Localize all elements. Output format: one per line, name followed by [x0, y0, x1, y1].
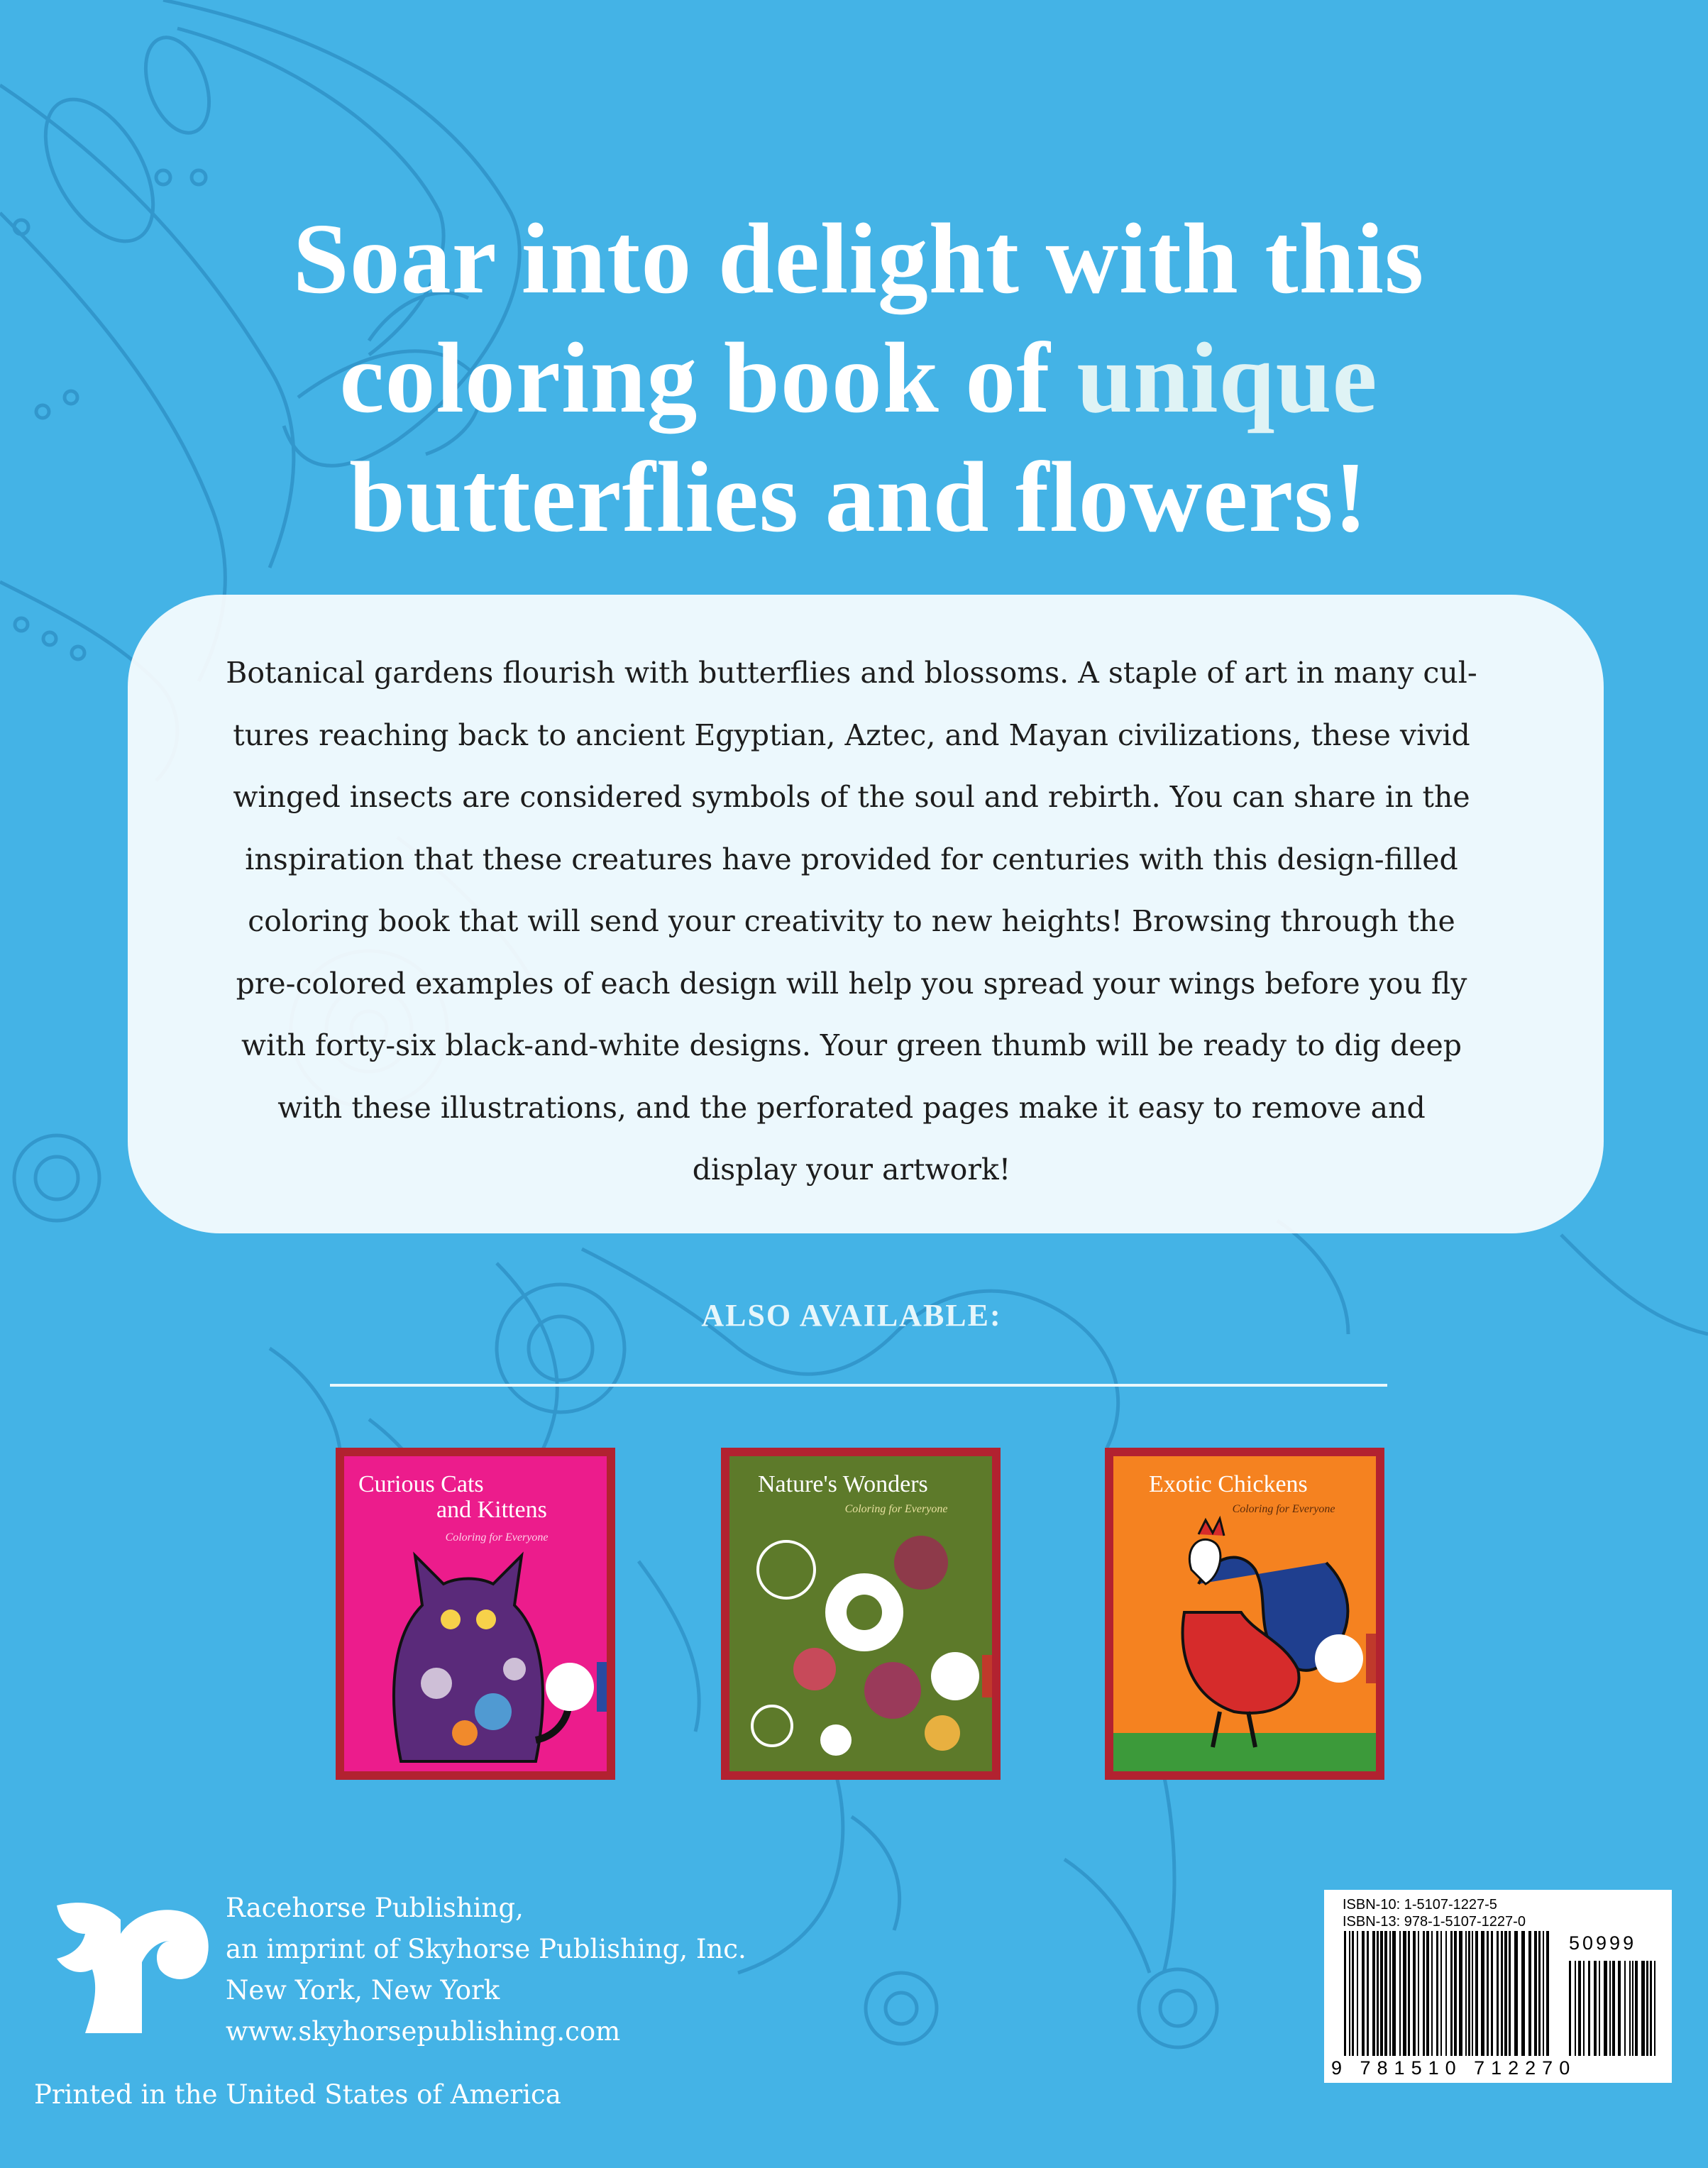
- barcode-bar: [1403, 1931, 1406, 2056]
- headline: [213, 199, 1504, 556]
- barcode-bar: [1357, 1931, 1358, 2056]
- headline-line-2-prefix: coloring book of: [339, 321, 1077, 434]
- barcode-bar: [1436, 1931, 1438, 2056]
- barcode-bar: [1546, 1931, 1549, 2056]
- barcode-bar: [1534, 1931, 1537, 2056]
- barcode-bar: [1372, 1931, 1375, 2056]
- barcode-bar: [1569, 1961, 1571, 2056]
- publisher-info: [226, 1888, 746, 2052]
- headline-line-2: [213, 318, 1504, 437]
- barcode-number: 9 781510 712270: [1331, 2057, 1577, 2079]
- description-line: display your artwork!: [692, 1152, 1011, 1187]
- barcode-bar: [1594, 1961, 1597, 2056]
- barcode-bar: [1465, 1931, 1467, 2056]
- barcode-bar: [1497, 1931, 1499, 2056]
- publisher-line: Racehorse Publishing,: [226, 1893, 524, 1923]
- barcode-bar: [1635, 1961, 1638, 2056]
- description-line: tures reaching back to ancient Egyptian, Aztec, and Mayan civilizations, these vivid: [233, 717, 1470, 752]
- book-title-line-2: and Kittens: [436, 1497, 547, 1523]
- book-subtitle: Coloring for Everyone: [1232, 1503, 1335, 1515]
- description-line: with these illustrations, and the perforated pages make it easy to remove and: [277, 1090, 1426, 1125]
- description-line: Botanical gardens flourish with butterflies and blossoms. A staple of art in many cul-: [226, 656, 1477, 690]
- barcode-bar: [1487, 1931, 1489, 2056]
- book-title: [729, 1472, 992, 1497]
- barcode-bar: [1450, 1931, 1453, 2056]
- barcode-bar: [1392, 1931, 1396, 2056]
- barcode-bar: [1472, 1931, 1473, 2056]
- book-cover: [344, 1456, 607, 1771]
- description-line: pre-colored examples of each design will help you spread your wings before you fly: [236, 966, 1467, 1001]
- barcode-bar: [1543, 1931, 1544, 2056]
- book-natures-wonders[interactable]: [721, 1448, 1001, 1780]
- barcode-bar: [1384, 1931, 1387, 2056]
- headline-highlight-word: unique: [1076, 321, 1378, 434]
- barcode-bar: [1609, 1961, 1611, 2056]
- barcode-bar: [1349, 1931, 1350, 2056]
- racehorse-logo-icon: [43, 1891, 213, 2040]
- book-subtitle: Coloring for Everyone: [844, 1503, 948, 1515]
- barcode-bar: [1514, 1931, 1518, 2056]
- barcode-bar: [1654, 1961, 1655, 2056]
- barcode-bar: [1352, 1931, 1354, 2056]
- barcode-bar: [1362, 1931, 1365, 2056]
- barcode-bar: [1575, 1961, 1576, 2056]
- isbn-barcode: [1324, 1890, 1672, 2083]
- barcode-bar: [1431, 1931, 1433, 2056]
- barcode-bar: [1509, 1931, 1511, 2056]
- barcode-bar: [1632, 1961, 1633, 2056]
- barcode-bar: [1418, 1931, 1419, 2056]
- barcode-bar: [1618, 1961, 1621, 2056]
- barcode-bar: [1504, 1931, 1507, 2056]
- barcode-bar: [1612, 1961, 1615, 2056]
- book-exotic-chickens[interactable]: [1105, 1448, 1384, 1780]
- also-available-heading: ALSO AVAILABLE:: [701, 1298, 1002, 1333]
- barcode-bar: [1475, 1931, 1478, 2056]
- barcode-bar: [1641, 1961, 1645, 2056]
- barcode-bar: [1521, 1931, 1525, 2056]
- barcode-bar: [1578, 1961, 1581, 2056]
- barcode-bar: [1389, 1931, 1391, 2056]
- book-title-line-1: Nature's Wonders: [758, 1471, 928, 1497]
- description-line: inspiration that these creatures have provided for centuries with this design-filled: [245, 842, 1458, 876]
- barcode-bar: [1408, 1931, 1410, 2056]
- barcode-bar: [1377, 1931, 1379, 2056]
- barcode-bar: [1445, 1931, 1447, 2056]
- barcode-bar: [1629, 1961, 1631, 2056]
- barcode-bar: [1528, 1931, 1531, 2056]
- barcode-bar: [1624, 1961, 1626, 2056]
- barcode-bar: [1423, 1931, 1425, 2056]
- book-cover: [1113, 1456, 1376, 1771]
- book-title-line-1: Curious Cats: [358, 1471, 484, 1497]
- barcode-bar: [1468, 1931, 1470, 2056]
- isbn-10: ISBN-10: 1-5107-1227-5: [1343, 1897, 1497, 1913]
- book-subtitle: Coloring for Everyone: [445, 1531, 549, 1544]
- barcode-bar: [1399, 1931, 1401, 2056]
- barcode-bar: [1583, 1961, 1585, 2056]
- description-line: winged insects are considered symbols of the soul and rebirth. You can share in the: [233, 780, 1470, 814]
- barcode-bar: [1604, 1961, 1607, 2056]
- barcode-bar: [1646, 1961, 1648, 2056]
- divider-line: [330, 1384, 1387, 1387]
- description-line: coloring book that will send your creativity to new heights! Browsing through the: [248, 904, 1455, 938]
- book-title: [1113, 1472, 1376, 1497]
- barcode-bar: [1367, 1931, 1369, 2056]
- barcode-bar: [1588, 1961, 1590, 2056]
- barcode-bar: [1491, 1931, 1493, 2056]
- description-line: with forty-six black-and-white designs. Your green thumb will be ready to dig deep: [241, 1028, 1462, 1062]
- barcode-bar: [1481, 1931, 1484, 2056]
- headline-line-3: butterflies and flowers!: [349, 441, 1368, 553]
- barcode-bar: [1501, 1931, 1503, 2056]
- barcode-bar: [1426, 1931, 1429, 2056]
- barcode-bar: [1650, 1961, 1652, 2056]
- publisher-line: New York, New York: [226, 1975, 500, 2005]
- barcode-bar: [1459, 1931, 1462, 2056]
- barcode-bar: [1454, 1931, 1457, 2056]
- barcode-bars: [1324, 1890, 1672, 2083]
- book-curious-cats[interactable]: [336, 1448, 615, 1780]
- barcode-bar: [1538, 1931, 1541, 2056]
- publisher-website[interactable]: www.skyhorsepublishing.com: [226, 2016, 621, 2047]
- price-code: 50999: [1569, 1932, 1637, 1954]
- book-title-line-1: Exotic Chickens: [1149, 1471, 1308, 1497]
- barcode-bar: [1344, 1931, 1346, 2056]
- headline-line-1: Soar into delight with this: [292, 202, 1425, 314]
- printed-in-note: Printed in the United States of America: [34, 2079, 561, 2110]
- book-title: [344, 1472, 607, 1523]
- description-text: [213, 642, 1490, 1201]
- barcode-bar: [1599, 1961, 1600, 2056]
- publisher-line: an imprint of Skyhorse Publishing, Inc.: [226, 1934, 746, 1964]
- isbn-13: ISBN-13: 978-1-5107-1227-0: [1343, 1914, 1526, 1930]
- barcode-bar: [1380, 1931, 1383, 2056]
- barcode-bar: [1440, 1931, 1442, 2056]
- barcode-bar: [1413, 1931, 1416, 2056]
- book-cover: [729, 1456, 992, 1771]
